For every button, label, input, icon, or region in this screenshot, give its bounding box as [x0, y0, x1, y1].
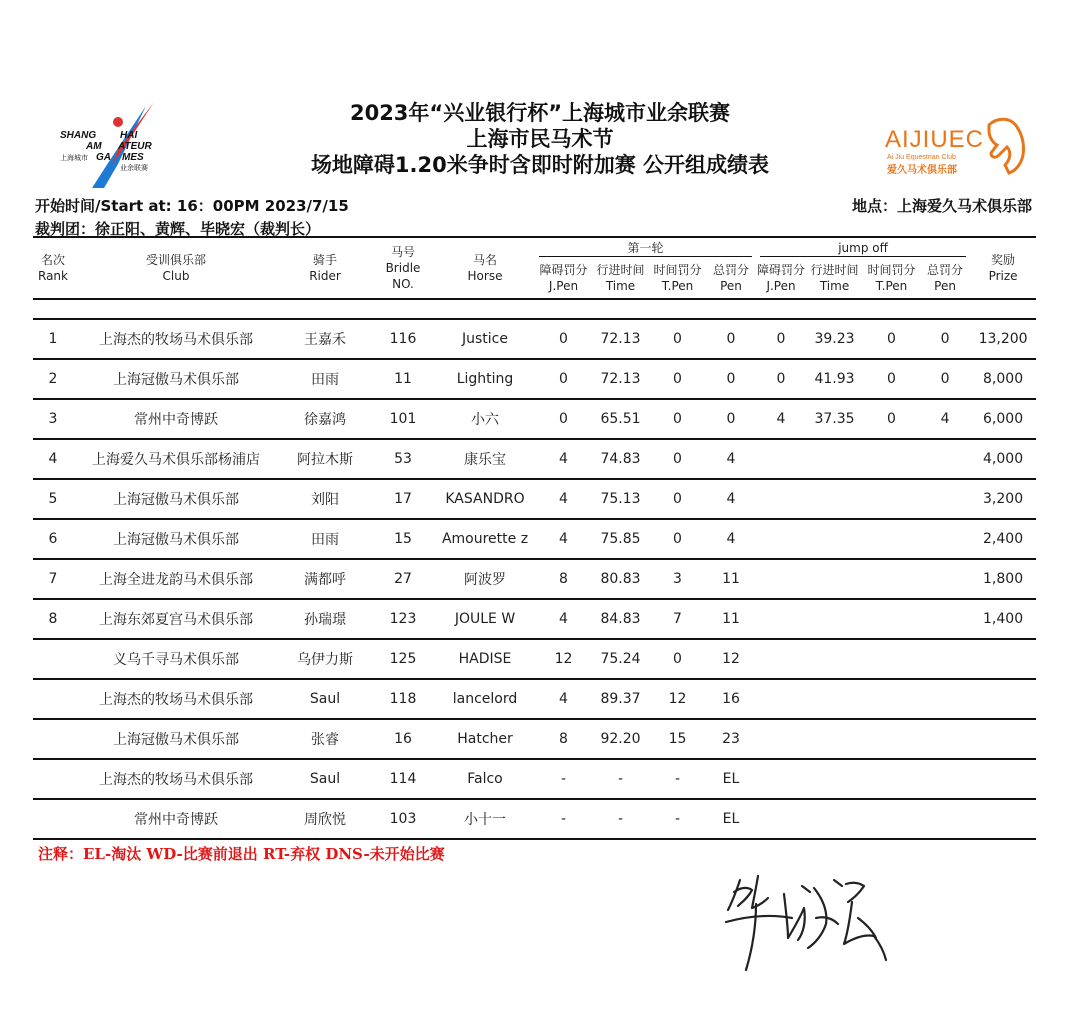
- cell-pen: 11: [706, 599, 756, 639]
- cell-tpen: 3: [649, 559, 706, 599]
- cell-rank: 4: [33, 439, 73, 479]
- header-club: 受训俱乐部 Club: [73, 237, 279, 299]
- cell-tpen: 15: [649, 719, 706, 759]
- results-table: [33, 236, 1036, 840]
- cell-pen: 0: [706, 359, 756, 399]
- header-time-jumpoff: 行进时间 Time: [806, 258, 863, 299]
- cell-rank: [33, 679, 73, 719]
- cell-jpen: -: [535, 759, 592, 799]
- cell-time-jumpoff: [806, 759, 863, 799]
- cell-prize: 2,400: [970, 519, 1036, 559]
- cell-club: 上海东郊夏宫马术俱乐部: [73, 599, 279, 639]
- cell-prize: 6,000: [970, 399, 1036, 439]
- cell-bridle: 116: [371, 319, 435, 359]
- cell-bridle: 123: [371, 599, 435, 639]
- cell-prize: 8,000: [970, 359, 1036, 399]
- cell-jpen-jumpoff: [756, 679, 806, 719]
- cell-prize: 3,200: [970, 479, 1036, 519]
- cell-jpen: 0: [535, 399, 592, 439]
- cell-time: 75.13: [592, 479, 649, 519]
- cell-bridle: 11: [371, 359, 435, 399]
- header-tpen-jumpoff: 时间罚分 T.Pen: [863, 258, 920, 299]
- cell-bridle: 101: [371, 399, 435, 439]
- header-pen: 总罚分 Pen: [706, 258, 756, 299]
- cell-prize: [970, 719, 1036, 759]
- legend-note: 注释：EL-淘汰 WD-比赛前退出 RT-弃权 DNS-未开始比赛: [38, 845, 445, 863]
- cell-rider: 王嘉禾: [279, 319, 371, 359]
- cell-bridle: 16: [371, 719, 435, 759]
- cell-bridle: 114: [371, 759, 435, 799]
- cell-pen-jumpoff: [920, 759, 970, 799]
- header-spacer: [33, 299, 1036, 319]
- table-row: [33, 559, 1036, 599]
- cell-rank: [33, 759, 73, 799]
- logo-text-mes: MES: [122, 152, 144, 163]
- cell-club: 上海杰的牧场马术俱乐部: [73, 679, 279, 719]
- logo-sub-en: Ai Jiu Equestrian Club: [887, 154, 956, 161]
- cell-tpen-jumpoff: [863, 599, 920, 639]
- table-header: [33, 237, 1036, 299]
- title-line-3: 场地障碍1.20米争时含即时附加赛 公开组成绩表: [310, 153, 770, 177]
- cell-jpen: 4: [535, 519, 592, 559]
- start-time: 开始时间/Start at: 16：00PM 2023/7/15: [35, 197, 349, 215]
- cell-horse: Falco: [435, 759, 535, 799]
- cell-prize: 4,000: [970, 439, 1036, 479]
- cell-horse: Lighting: [435, 359, 535, 399]
- cell-jpen: 12: [535, 639, 592, 679]
- cell-rank: 1: [33, 319, 73, 359]
- cell-jpen-jumpoff: 0: [756, 359, 806, 399]
- header-rank: 名次 Rank: [33, 237, 73, 299]
- cell-time-jumpoff: [806, 599, 863, 639]
- cell-pen-jumpoff: 0: [920, 319, 970, 359]
- cell-rank: 2: [33, 359, 73, 399]
- judge-signature: [718, 858, 898, 978]
- cell-jpen-jumpoff: 4: [756, 399, 806, 439]
- cell-jpen: 4: [535, 679, 592, 719]
- cell-jpen: 0: [535, 359, 592, 399]
- logo-text-cn1: 上海城市: [60, 154, 88, 162]
- cell-jpen: 8: [535, 559, 592, 599]
- cell-jpen: 4: [535, 479, 592, 519]
- cell-tpen: 7: [649, 599, 706, 639]
- table-row: [33, 479, 1036, 519]
- cell-bridle: 118: [371, 679, 435, 719]
- header-pen-jumpoff: 总罚分 Pen: [920, 258, 970, 299]
- cell-time: 74.83: [592, 439, 649, 479]
- cell-bridle: 27: [371, 559, 435, 599]
- cell-rank: [33, 799, 73, 839]
- cell-time: 89.37: [592, 679, 649, 719]
- cell-club: 上海杰的牧场马术俱乐部: [73, 319, 279, 359]
- logo-text-cn2: 业余联赛: [120, 164, 148, 172]
- header-prize: 奖励 Prize: [970, 237, 1036, 299]
- cell-pen: 4: [706, 479, 756, 519]
- cell-time-jumpoff: [806, 799, 863, 839]
- cell-club: 上海冠傲马术俱乐部: [73, 719, 279, 759]
- cell-rider: Saul: [279, 759, 371, 799]
- cell-tpen: 0: [649, 639, 706, 679]
- cell-pen: 16: [706, 679, 756, 719]
- cell-tpen-jumpoff: 0: [863, 319, 920, 359]
- cell-rank: [33, 639, 73, 679]
- cell-prize: [970, 799, 1036, 839]
- cell-pen-jumpoff: [920, 639, 970, 679]
- cell-rider: 张睿: [279, 719, 371, 759]
- cell-jpen: 8: [535, 719, 592, 759]
- cell-rider: 刘阳: [279, 479, 371, 519]
- table-row: [33, 639, 1036, 679]
- cell-tpen: -: [649, 799, 706, 839]
- cell-tpen: 0: [649, 359, 706, 399]
- cell-club: 上海全进龙韵马术俱乐部: [73, 559, 279, 599]
- cell-rider: 田雨: [279, 519, 371, 559]
- table-row: [33, 359, 1036, 399]
- cell-bridle: 17: [371, 479, 435, 519]
- header-bridle: 马号 Bridle NO.: [371, 237, 435, 299]
- cell-prize: [970, 759, 1036, 799]
- title-line-2: 上海市民马术节: [466, 127, 614, 151]
- cell-jpen-jumpoff: [756, 759, 806, 799]
- cell-pen: 0: [706, 399, 756, 439]
- cell-jpen-jumpoff: [756, 519, 806, 559]
- cell-time-jumpoff: [806, 679, 863, 719]
- cell-time-jumpoff: [806, 479, 863, 519]
- table-row: [33, 319, 1036, 359]
- cell-horse: 小六: [435, 399, 535, 439]
- header-jpen-jumpoff: 障碍罚分 J.Pen: [756, 258, 806, 299]
- cell-pen-jumpoff: [920, 679, 970, 719]
- cell-rider: 阿拉木斯: [279, 439, 371, 479]
- cell-jpen-jumpoff: [756, 639, 806, 679]
- cell-bridle: 103: [371, 799, 435, 839]
- cell-rank: 8: [33, 599, 73, 639]
- judge-panel: 裁判团：徐正阳、黄辉、毕晓宏（裁判长）: [35, 220, 321, 238]
- cell-rider: 孙瑞璟: [279, 599, 371, 639]
- cell-pen-jumpoff: 0: [920, 359, 970, 399]
- cell-horse: JOULE W: [435, 599, 535, 639]
- cell-horse: KASANDRO: [435, 479, 535, 519]
- cell-club: 上海冠傲马术俱乐部: [73, 359, 279, 399]
- cell-tpen-jumpoff: [863, 799, 920, 839]
- cell-time: 72.13: [592, 359, 649, 399]
- table-row: [33, 799, 1036, 839]
- cell-time-jumpoff: [806, 439, 863, 479]
- cell-club: 义乌千寻马术俱乐部: [73, 639, 279, 679]
- cell-pen-jumpoff: [920, 439, 970, 479]
- cell-time-jumpoff: 41.93: [806, 359, 863, 399]
- cell-tpen: 0: [649, 519, 706, 559]
- cell-tpen-jumpoff: [863, 679, 920, 719]
- cell-time-jumpoff: [806, 559, 863, 599]
- cell-tpen-jumpoff: [863, 639, 920, 679]
- cell-tpen-jumpoff: [863, 519, 920, 559]
- logo-text-hai: HAI: [120, 130, 138, 141]
- cell-jpen-jumpoff: 0: [756, 319, 806, 359]
- cell-pen: EL: [706, 799, 756, 839]
- cell-tpen: 12: [649, 679, 706, 719]
- cell-pen-jumpoff: [920, 479, 970, 519]
- cell-tpen-jumpoff: [863, 479, 920, 519]
- cell-time: 84.83: [592, 599, 649, 639]
- header-rider: 骑手 Rider: [279, 237, 371, 299]
- cell-rider: 乌伊力斯: [279, 639, 371, 679]
- cell-tpen: -: [649, 759, 706, 799]
- header-tpen: 时间罚分 T.Pen: [649, 258, 706, 299]
- cell-pen: 11: [706, 559, 756, 599]
- cell-time-jumpoff: 39.23: [806, 319, 863, 359]
- cell-prize: [970, 679, 1036, 719]
- cell-bridle: 125: [371, 639, 435, 679]
- cell-bridle: 15: [371, 519, 435, 559]
- cell-time-jumpoff: [806, 639, 863, 679]
- cell-horse: 阿波罗: [435, 559, 535, 599]
- cell-rider: 田雨: [279, 359, 371, 399]
- cell-time: 72.13: [592, 319, 649, 359]
- cell-club: 上海冠傲马术俱乐部: [73, 479, 279, 519]
- cell-time: 92.20: [592, 719, 649, 759]
- header-group-jumpoff: jump off: [756, 237, 970, 258]
- cell-tpen: 0: [649, 319, 706, 359]
- cell-club: 常州中奇博跃: [73, 399, 279, 439]
- title-line-1: 2023年“兴业银行杯”上海城市业余联赛: [349, 101, 731, 125]
- cell-rank: [33, 719, 73, 759]
- logo-sub-cn: 爱久马术俱乐部: [887, 165, 957, 176]
- cell-horse: HADISE: [435, 639, 535, 679]
- cell-prize: 1,400: [970, 599, 1036, 639]
- table-row: [33, 439, 1036, 479]
- cell-pen: 12: [706, 639, 756, 679]
- cell-time: -: [592, 799, 649, 839]
- table-row: [33, 719, 1036, 759]
- cell-pen-jumpoff: [920, 519, 970, 559]
- cell-pen: 4: [706, 519, 756, 559]
- table-row: [33, 759, 1036, 799]
- cell-jpen-jumpoff: [756, 479, 806, 519]
- cell-time-jumpoff: [806, 719, 863, 759]
- cell-tpen-jumpoff: 0: [863, 359, 920, 399]
- cell-tpen: 0: [649, 439, 706, 479]
- cell-horse: Hatcher: [435, 719, 535, 759]
- cell-rank: 3: [33, 399, 73, 439]
- cell-tpen-jumpoff: [863, 559, 920, 599]
- cell-pen-jumpoff: [920, 599, 970, 639]
- cell-tpen-jumpoff: [863, 719, 920, 759]
- venue: 地点：上海爱久马术俱乐部: [851, 197, 1032, 215]
- cell-rider: 满都呼: [279, 559, 371, 599]
- cell-horse: Amourette z: [435, 519, 535, 559]
- cell-pen: 4: [706, 439, 756, 479]
- header-time: 行进时间 Time: [592, 258, 649, 299]
- cell-horse: 小十一: [435, 799, 535, 839]
- cell-club: 上海爱久马术俱乐部杨浦店: [73, 439, 279, 479]
- cell-time-jumpoff: [806, 519, 863, 559]
- cell-club: 上海杰的牧场马术俱乐部: [73, 759, 279, 799]
- cell-rank: 7: [33, 559, 73, 599]
- cell-jpen-jumpoff: [756, 719, 806, 759]
- cell-time-jumpoff: 37.35: [806, 399, 863, 439]
- cell-tpen: 0: [649, 399, 706, 439]
- cell-prize: [970, 639, 1036, 679]
- cell-club: 上海冠傲马术俱乐部: [73, 519, 279, 559]
- logo-text-shang: SHANG: [60, 130, 97, 141]
- cell-prize: 1,800: [970, 559, 1036, 599]
- header-group-round1: 第一轮: [535, 237, 756, 258]
- table-row: [33, 599, 1036, 639]
- header-horse: 马名 Horse: [435, 237, 535, 299]
- cell-time: 80.83: [592, 559, 649, 599]
- cell-jpen-jumpoff: [756, 439, 806, 479]
- result-rows: [33, 319, 1036, 839]
- cell-time: 65.51: [592, 399, 649, 439]
- cell-prize: 13,200: [970, 319, 1036, 359]
- cell-rider: 徐嘉鸿: [279, 399, 371, 439]
- logo-brand-text: AIJIUEC: [885, 126, 985, 153]
- cell-jpen-jumpoff: [756, 599, 806, 639]
- cell-jpen: 4: [535, 439, 592, 479]
- cell-jpen: 0: [535, 319, 592, 359]
- cell-pen-jumpoff: [920, 559, 970, 599]
- cell-time: 75.85: [592, 519, 649, 559]
- cell-tpen-jumpoff: [863, 759, 920, 799]
- logo-text-ga: GA: [96, 152, 111, 163]
- cell-jpen: 4: [535, 599, 592, 639]
- cell-rank: 5: [33, 479, 73, 519]
- logo-text-am: AM: [86, 141, 102, 152]
- cell-horse: lancelord: [435, 679, 535, 719]
- cell-horse: Justice: [435, 319, 535, 359]
- cell-rider: Saul: [279, 679, 371, 719]
- cell-pen: 23: [706, 719, 756, 759]
- cell-time: 75.24: [592, 639, 649, 679]
- logo-text-ateur: ATEUR: [118, 141, 152, 152]
- cell-pen: EL: [706, 759, 756, 799]
- cell-rider: 周欣悦: [279, 799, 371, 839]
- header-jpen: 障碍罚分 J.Pen: [535, 258, 592, 299]
- cell-pen: 0: [706, 319, 756, 359]
- cell-time: -: [592, 759, 649, 799]
- cell-tpen-jumpoff: 0: [863, 399, 920, 439]
- cell-club: 常州中奇博跃: [73, 799, 279, 839]
- cell-horse: 康乐宝: [435, 439, 535, 479]
- table-row: [33, 399, 1036, 439]
- cell-tpen-jumpoff: [863, 439, 920, 479]
- cell-bridle: 53: [371, 439, 435, 479]
- cell-jpen: -: [535, 799, 592, 839]
- cell-jpen-jumpoff: [756, 799, 806, 839]
- table-row: [33, 519, 1036, 559]
- cell-rank: 6: [33, 519, 73, 559]
- table-row: [33, 679, 1036, 719]
- title-block: [0, 100, 1080, 178]
- cell-tpen: 0: [649, 479, 706, 519]
- cell-jpen-jumpoff: [756, 559, 806, 599]
- cell-pen-jumpoff: [920, 719, 970, 759]
- cell-pen-jumpoff: [920, 799, 970, 839]
- cell-pen-jumpoff: 4: [920, 399, 970, 439]
